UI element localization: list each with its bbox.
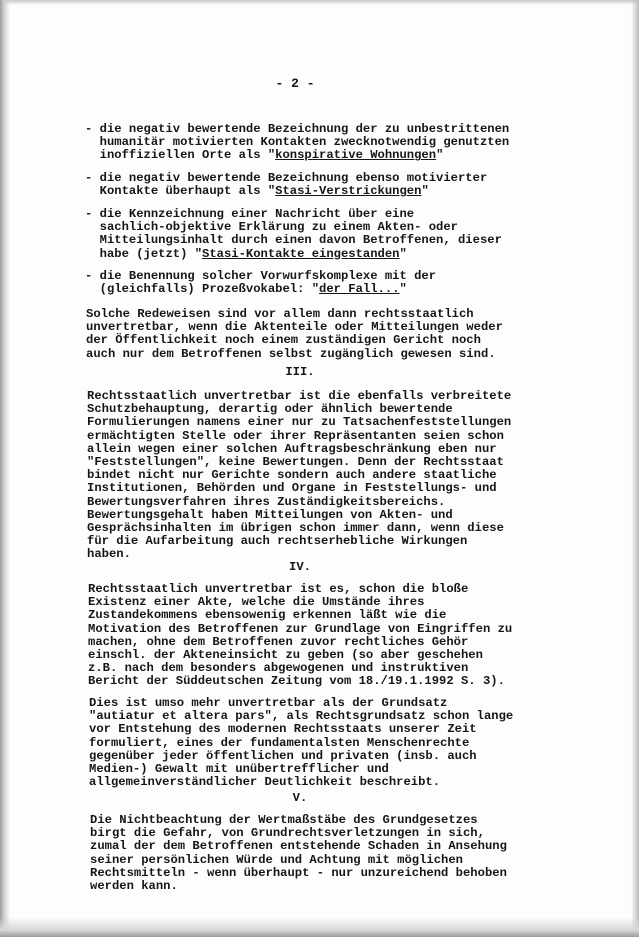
paragraph-line: werden kann. bbox=[90, 879, 178, 893]
bullet-item-line: - die Benennung solcher Vorwurfskomplexe mit der bbox=[85, 269, 437, 283]
paragraph-line: bindet nicht nur Gerichte sondern auch andere staatliche bbox=[87, 468, 497, 483]
underlined-term: Stasi-Verstrickungen bbox=[275, 184, 422, 199]
underlined-term: konspirative Wohnungen bbox=[275, 148, 437, 163]
paragraph-line: ermächtigten Stelle oder ihrer Repräsentanten seien schon bbox=[87, 428, 504, 443]
bullet-item-line: humanitär motivierten Kontakten zwecknotwendig genutzten bbox=[85, 135, 510, 150]
paragraph-line: Zustandekommens ebensowenig erkennen läßt wie die bbox=[88, 608, 447, 623]
bullet-item-line: Kontakte überhaupt als "Stasi-Verstrickungen" bbox=[85, 184, 429, 199]
paragraph-line: formuliert, eines der fundamentalsten Menschenrechte bbox=[89, 735, 470, 750]
section-heading-v: V. bbox=[292, 791, 308, 805]
underlined-term: Stasi-Kontakte eingestanden bbox=[202, 246, 400, 261]
paragraph-line: Die Nichtbeachtung der Wertmaßstäbe des Grundgesetzes bbox=[90, 813, 478, 827]
paragraph-line: machen, ohne dem Betroffenen zuvor rechtliches Gehör bbox=[88, 634, 469, 649]
paragraph-line: auch nur dem Betroffenen selbst zugänglich gewesen sind. bbox=[86, 346, 496, 361]
paragraph-line: Solche Redeweisen sind vor allem dann rechtsstaatlich bbox=[86, 307, 474, 321]
bullet-item-line: habe (jetzt) "Stasi-Kontakte eingestanden" bbox=[85, 246, 407, 261]
paragraph-line: unvertretbar, wenn die Aktenteile oder Mitteilungen weder bbox=[86, 320, 503, 335]
paragraph-line: Institutionen, Behörden und Organe in Feststellungs- und bbox=[87, 481, 497, 496]
scan-edge-bottom bbox=[0, 917, 639, 937]
paragraph-line: "Feststellungen", keine Bewertungen. Denn der Rechtsstaat bbox=[87, 455, 504, 469]
paragraph-line: Gesprächsinhalten im übrigen schon immer dann, wenn diese bbox=[87, 521, 504, 535]
paragraph-line: Motivation des Betroffenen zur Grundlage von Eingriffen zu bbox=[88, 621, 513, 636]
bullet-item-line: - die negativ bewertende Bezeichnung ebenso motivierter bbox=[85, 171, 488, 185]
paragraph-line: gegenüber jeder öffentlichen und privaten (insb. auch bbox=[89, 748, 477, 763]
paragraph-line: Formulierungen namens einer nur zu Tatsachenfeststellungen bbox=[87, 415, 512, 430]
paragraph-line: der Öffentlichkeit noch einem zuständigen Gericht noch bbox=[86, 333, 481, 348]
paragraph-line: Existenz einer Akte, welche die Umstände ihres bbox=[88, 595, 425, 610]
paragraph-line: haben. bbox=[87, 547, 131, 562]
paragraph-line: für die Aufarbeitung auch rechtserhebliche Wirkungen bbox=[87, 534, 468, 549]
paragraph-line: "autiatur et altera pars", als Rechtsgrundsatz schon lange bbox=[89, 709, 514, 724]
paragraph-line: einschl. der Akteneinsicht zu geben (so aber geschehen bbox=[88, 648, 483, 662]
bullet-item-line: Mitteilungsinhalt durch einen davon Betroffenen, dieser bbox=[85, 233, 502, 248]
underlined-term: der Fall... bbox=[319, 282, 400, 297]
bullet-item-line: (gleichfalls) Prozeßvokabel: "der Fall..." bbox=[85, 282, 407, 297]
paragraph-line: Bericht der Süddeutschen Zeitung vom 18./19.1.1992 S. 3). bbox=[88, 674, 505, 689]
paragraph-line: zumal der dem Betroffenen entstehende Schaden in Ansehung bbox=[90, 839, 507, 854]
paragraph-line: vor Entstehung des modernen Rechtsstaats unserer Zeit bbox=[89, 722, 477, 737]
scan-edge-right bbox=[631, 0, 639, 937]
section-heading-iii: III. bbox=[285, 365, 315, 379]
bullet-item-line: inoffiziellen Orte als "konspirative Wohnungen" bbox=[85, 148, 444, 163]
paragraph-line: seiner persönlichen Würde und Achtung mit möglichen bbox=[90, 852, 463, 867]
bullet-item-line: sachlich-objektive Erklärung zu einem Akten- oder bbox=[85, 220, 458, 235]
paragraph-line: Dies ist umso mehr unvertretbar als der Grundsatz bbox=[89, 696, 448, 710]
paragraph-line: birgt die Gefahr, von Grundrechtsverletzungen in sich, bbox=[90, 826, 485, 841]
paragraph-line: z.B. nach dem besonders abgewogenen und instruktiven bbox=[88, 661, 469, 676]
bullet-item-line: - die Kennzeichnung einer Nachricht über eine bbox=[85, 207, 415, 221]
scan-edge-top bbox=[0, 0, 639, 5]
paragraph-line: Rechtsstaatlich unvertretbar ist die ebenfalls verbreitete bbox=[87, 389, 512, 403]
paragraph-line: Medien-) Gewalt mit unübertrefflicher und bbox=[89, 762, 389, 776]
section-heading-iv: IV. bbox=[289, 560, 311, 574]
bullet-item-line: - die negativ bewertende Bezeichnung der zu unbestrittenen bbox=[85, 122, 510, 136]
paragraph-line: Schutzbehauptung, derartig oder ähnlich bewertende bbox=[87, 402, 453, 417]
paragraph-line: allein wegen einer solchen Auftragsbeschränkung eben nur bbox=[87, 441, 497, 456]
paragraph-line: allgemeinverständlicher Deutlichkeit beschreibt. bbox=[89, 775, 441, 790]
paragraph-line: Rechtsstaatlich unvertretbar ist es, schon die bloße bbox=[88, 582, 469, 596]
paragraph-line: Bewertungsverfahren ihres Zuständigkeitsbereichs. bbox=[87, 494, 446, 509]
paragraph-line: Rechtsmitteln - wenn überhaupt - nur unzureichend behoben bbox=[90, 865, 507, 880]
paragraph-line: Bewertungsgehalt haben Mitteilungen von Akten- und bbox=[87, 507, 453, 522]
page-number: - 2 - bbox=[275, 76, 315, 91]
